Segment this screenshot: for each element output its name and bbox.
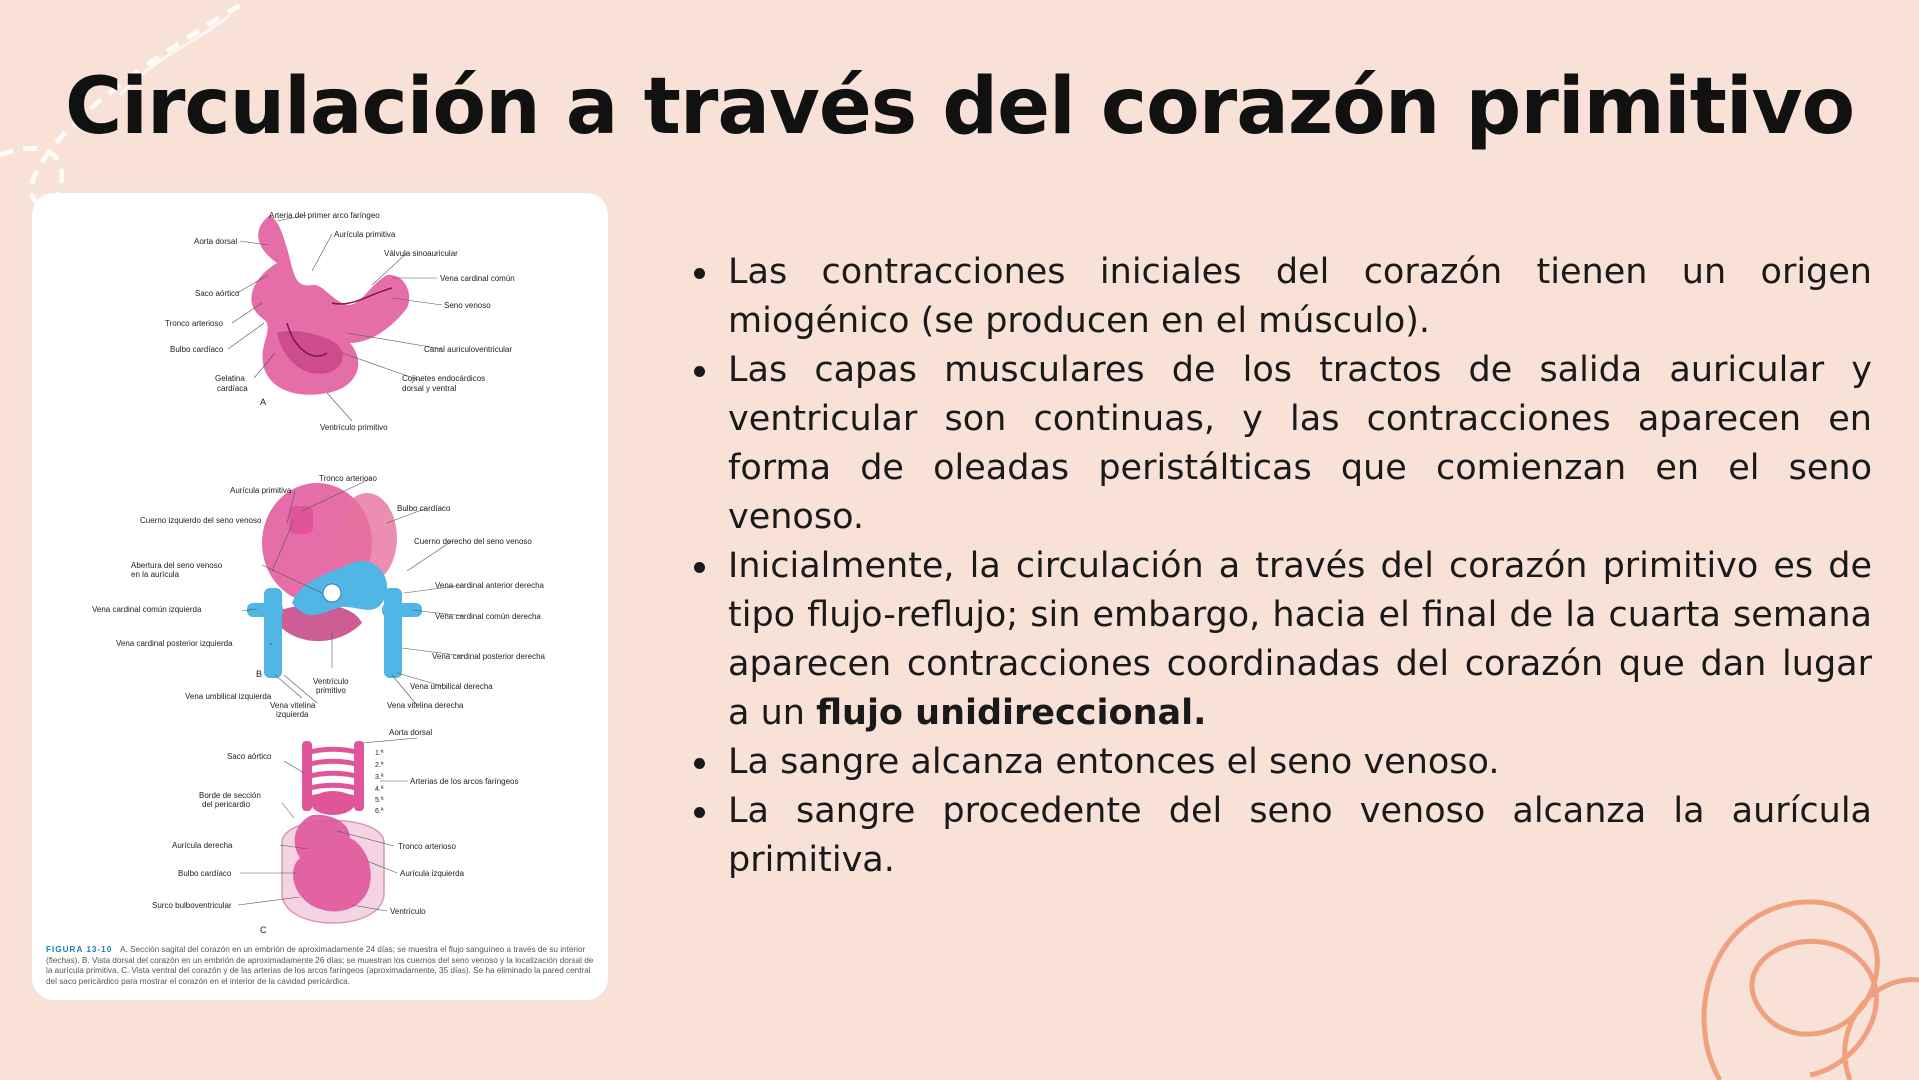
- label-c-saco-aortico: Saco aórtico: [227, 752, 272, 761]
- panel-c-aortic-sac: [311, 791, 355, 815]
- label-b-cuerno-izquierdo: Cuerno izquierdo del seno venoso: [140, 516, 262, 525]
- label-b-vena-umbilical-izquierda: Vena umbilical izquierda: [185, 692, 272, 701]
- label-c-aorta-dorsal: Aorta dorsal: [389, 728, 433, 737]
- label-b-ventriculo: Ventrículo: [313, 677, 349, 686]
- label-b-cuerno-derecho: Cuerno derecho del seno venoso: [414, 537, 532, 546]
- label-valvula-sinoauricular: Válvula sinoauricular: [384, 249, 458, 258]
- label-b-vena-cardinal-posterior-derecha: Vena cardinal posterior derecha: [432, 652, 545, 661]
- panel-b-diagram: [92, 474, 546, 719]
- label-b-vena-umbilical-derecha: Vena umbilical derecha: [410, 682, 493, 691]
- label-c-arch-2: 2.ª: [375, 762, 384, 769]
- label-c-arterias-arcos: Arterias de los arcos faríngeos: [410, 777, 519, 786]
- label-b-vena-vitelina-derecha: Vena vitelina derecha: [387, 701, 464, 710]
- label-c-auricula-derecha: Aurícula derecha: [172, 841, 233, 850]
- slide-title: Circulación a través del corazón primitivo: [64, 62, 1855, 152]
- label-auricula-primitiva: Aurícula primitiva: [334, 230, 396, 239]
- label-c-borde-seccion-2: del pericardio: [202, 800, 251, 809]
- label-b-vena-cardinal-comun-izquierda: Vena cardinal común izquierda: [92, 605, 202, 614]
- label-c-tronco-arterioso: Tronco arterioso: [398, 842, 456, 851]
- label-b-auricula-primitiva: Aurícula primitiva: [230, 486, 292, 495]
- label-canal-auriculoventricular: Canal auriculoventricular: [424, 345, 513, 354]
- label-tronco-arterioso: Tronco arterioso: [165, 319, 223, 328]
- figure-caption: [46, 945, 598, 987]
- label-bulbo-cardiaco: Bulbo cardíaco: [170, 345, 224, 354]
- label-b-bulbo-cardiaco: Bulbo cardíaco: [397, 504, 451, 513]
- label-b-ventriculo-2: primitivo: [316, 686, 346, 695]
- panel-b-right-cardinal: [382, 603, 422, 617]
- panel-c-diagram: [152, 728, 519, 935]
- label-c-ventriculo: Ventrículo: [390, 907, 426, 916]
- label-b-vena-cardinal-posterior-izquierda: Vena cardinal posterior izquierda: [116, 639, 233, 648]
- heart-diagram: [32, 193, 608, 943]
- label-cardiaca: cardíaca: [217, 384, 248, 393]
- label-b-vena-cardinal-comun-derecha: Vena cardinal común derecha: [435, 612, 541, 621]
- label-c-auricula-izquierda: Aurícula izquierda: [400, 869, 465, 878]
- panel-c-letter: C: [260, 925, 267, 935]
- label-c-surco-bulboventricular: Surco bulboventricular: [152, 901, 232, 910]
- bottom-right-swirl-decoration: [1660, 880, 1919, 1080]
- label-c-arch-3: 3.ª: [375, 774, 384, 781]
- panel-a-diagram: [165, 211, 515, 432]
- bullet-list: [694, 248, 1872, 885]
- bullet-item: La sangre procedente del seno venoso alcanza la aurícula primitiva.: [694, 787, 1872, 885]
- bullet-item: Las contracciones iniciales del corazón tienen un origen miogénico (se producen en el músculo).: [694, 248, 1872, 346]
- label-seno-venoso: Seno venoso: [444, 301, 491, 310]
- bold-emphasis: flujo unidireccional.: [816, 693, 1207, 733]
- label-b-vena-vitelina-izquierda: Vena vitelina: [270, 701, 316, 710]
- label-arteria-primer-arco: Arteria del primer arco faríngeo: [269, 211, 380, 220]
- panel-b-letter: B: [256, 669, 263, 679]
- label-cojinetes: Cojinetes endocárdicos: [402, 374, 486, 383]
- label-cojinetes-2: dorsal y ventral: [402, 384, 457, 393]
- bullet-item: La sangre alcanza entonces el seno venoso.: [694, 738, 1872, 787]
- label-aorta-dorsal: Aorta dorsal: [194, 237, 238, 246]
- label-c-borde-seccion: Borde de sección: [199, 791, 261, 800]
- label-b-vena-vitelina-izquierda-2: izquierda: [276, 710, 309, 719]
- panel-b-truncus: [289, 506, 313, 534]
- label-c-arch-6: 6.ª: [375, 808, 384, 815]
- bullet-item: Las capas musculares de los tractos de salida auricular y ventricular son continuas, y las contracciones aparecen en forma de oleadas peristálticas que comienzan en el seno venoso.: [694, 346, 1872, 542]
- label-c-arch-1: 1.ª: [375, 750, 384, 757]
- figure-caption-text: A. Sección sagital del corazón en un embrión de aproximadamente 24 días; se muestra el flujo sanguíneo a través de su interior (flechas). B. Vista dorsal del corazón en un embrión de aproximadamente 26 días; se muestran los cuernos del seno venoso y la localización dorsal de la aurícula primitiva. C. Vista ventral del corazón y de las arterias de los arcos faríngeos (aproximadamente, 35 días). Se ha eliminado la pared central del saco pericárdico para mostrar el corazón en el interior de la cavidad pericárdica.: [46, 945, 594, 986]
- label-ventriculo-primitivo: Ventrículo primitivo: [320, 423, 388, 432]
- panel-b-left-vein: [264, 588, 282, 678]
- label-c-bulbo-cardiaco: Bulbo cardíaco: [178, 869, 232, 878]
- panel-b-left-cardinal: [247, 603, 283, 617]
- label-b-vena-cardinal-anterior-derecha: Vena cardinal anterior derecha: [435, 581, 544, 590]
- panel-b-right-vein: [384, 588, 402, 678]
- label-gelatina: Gelatina: [215, 374, 245, 383]
- panel-b-sinus-opening: [323, 584, 341, 602]
- figure-card: [32, 193, 608, 1000]
- label-vena-cardinal-comun: Vena cardinal común: [440, 274, 515, 283]
- label-saco-aortico: Saco aórtico: [195, 289, 240, 298]
- panel-a-letter: A: [260, 397, 267, 407]
- figure-caption-label: FIGURA 13-10: [46, 945, 113, 954]
- label-b-tronco-arterioso: Tronco arterioso: [319, 474, 377, 483]
- label-c-arch-5: 5.ª: [375, 797, 384, 804]
- label-c-arch-4: 4.ª: [375, 786, 384, 793]
- bullet-item: Inicialmente, la circulación a través del corazón primitivo es de tipo flujo-reflujo; sin embargo, hacia el final de la cuarta semana aparecen contracciones coordinadas del corazón que dan lugar a un flujo unidireccional.: [694, 542, 1872, 738]
- label-b-abertura-2: en la aurícula: [131, 570, 180, 579]
- label-b-abertura: Abertura del seno venoso: [131, 561, 223, 570]
